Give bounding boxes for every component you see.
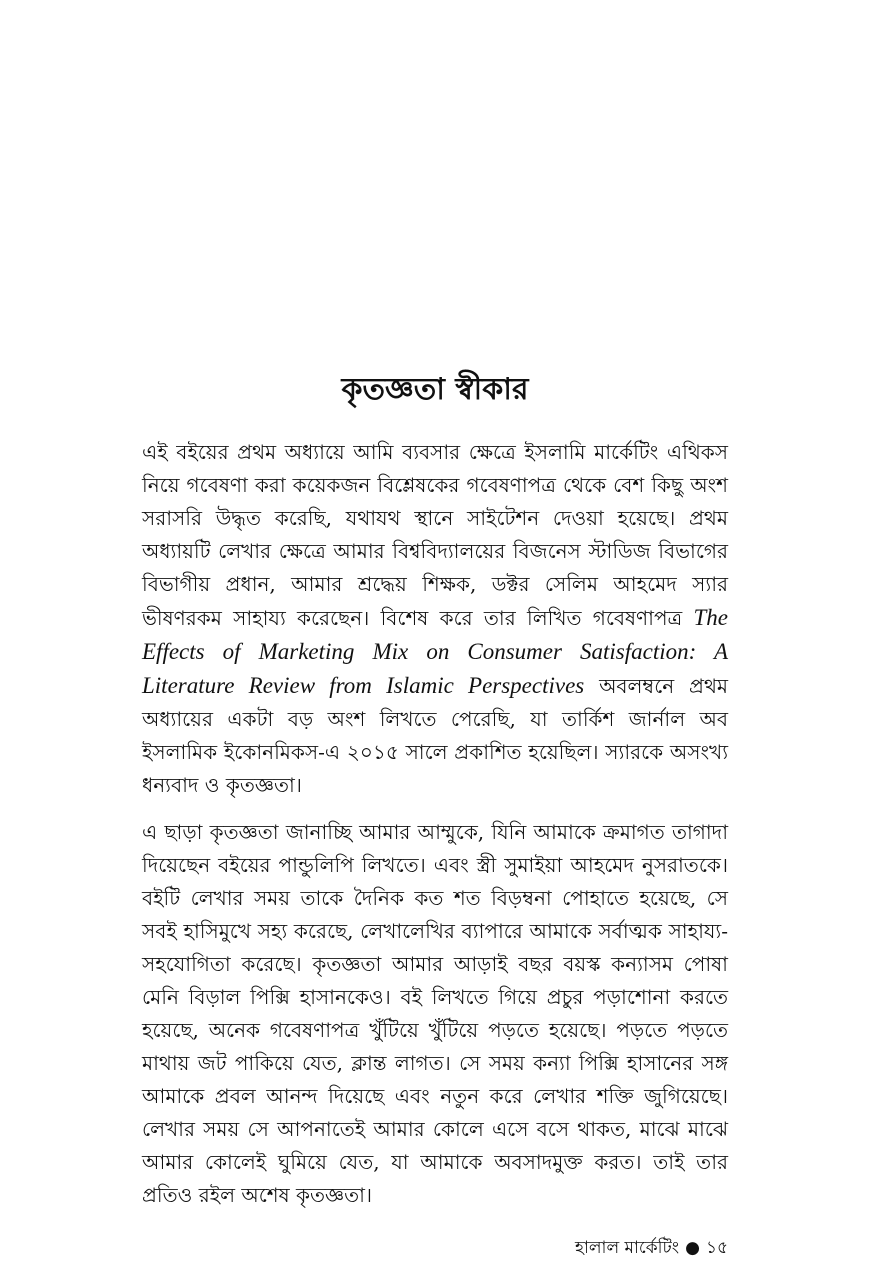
paragraph-1-text-after: অবলম্বনে প্রথম অধ্যায়ের একটা বড় অংশ লিখতে পেরেছি, যা তার্কিশ জার্নাল অব ইসলামিক ইকোনমিকস-এ ২০১৫ সালে প্রকাশিত হয়েছিল। স্যারকে অসংখ্য ধন্যবাদ ও কৃতজ্ঞতা। [142, 674, 728, 797]
page-number: ১৫ [705, 1238, 728, 1258]
paper-title: The Effects of Marketing Mix on Consumer Satisfaction: A Literature Review from Islamic Perspectives [142, 605, 728, 698]
acknowledgement-paragraph-2: এ ছাড়া কৃতজ্ঞতা জানাচ্ছি আমার আম্মুকে, যিনি আমাকে ক্রমাগত তাগাদা দিয়েছেন বইয়ের পান্ডুলিপি লিখতে। এবং স্ত্রী সুমাইয়া আহমেদ নুসরাতকে। বইটি লেখার সময় তাকে দৈনিক কত শত বিড়ম্বনা পোহাতে হয়েছে, সে সবই হাসিমুখে সহ্য করেছে, লেখালেখির ব্যাপারে আমাকে সর্বাত্মক সাহায্য-সহযোগিতা করেছে। কৃতজ্ঞতা আমার আড়াই বছর বয়স্ক কন্যাসম পোষা মেনি বিড়াল পিক্সি হাসানকেও। বই লিখতে গিয়ে প্রচুর পড়াশোনা করতে হয়েছে, অনেক গবেষণাপত্র খুঁটিয়ে খুঁটিয়ে পড়তে হয়েছে। পড়তে পড়তে মাথায় জট পাকিয়ে যেত, ক্লান্ত লাগত। সে সময় কন্যা পিক্সি হাসানের সঙ্গ আমাকে প্রবল আনন্দ দিয়েছে এবং নতুন করে লেখার শক্তি জুগিয়েছে। লেখার সময় সে আপনাতেই আমার কোলে এসে বসে থাকত, মাঝে মাঝে আমার কোলেই ঘুমিয়ে যেত, যা আমাকে অবসাদমুক্ত করত। তাই তার প্রতিও রইল অশেষ কৃতজ্ঞতা। [142, 820, 728, 1207]
running-footer [575, 1236, 728, 1260]
page-title: কৃতজ্ঞতা স্বীকার [341, 372, 529, 407]
acknowledgement-paragraph-1 [142, 436, 728, 802]
paragraph-1-text-before: এই বইয়ের প্রথম অধ্যায়ে আমি ব্যবসার ক্ষেত্রে ইসলামি মার্কেটিং এথিকস নিয়ে গবেষণা করা কয়েকজন বিশ্লেষকের গবেষণাপত্র থেকে বেশ কিছু অংশ সরাসরি উদ্ধৃত করেছি, যথাযথ স্থানে সাইটেশন দেওয়া হয়েছে। প্রথম অধ্যায়টি লেখার ক্ষেত্রে আমার বিশ্ববিদ্যালয়ের বিজনেস স্টাডিজ বিভাগের বিভাগীয় প্রধান, আমার শ্রদ্ধেয় শিক্ষক, ডক্টর সেলিম আহমেদ স্যার ভীষণরকম সাহায্য করেছেন। বিশেষ করে তার লিখিত গবেষণাপত্র [142, 440, 728, 630]
footer-book-title: হালাল মার্কেটিং [575, 1238, 680, 1258]
bullet-separator-icon: ● [685, 1238, 700, 1258]
